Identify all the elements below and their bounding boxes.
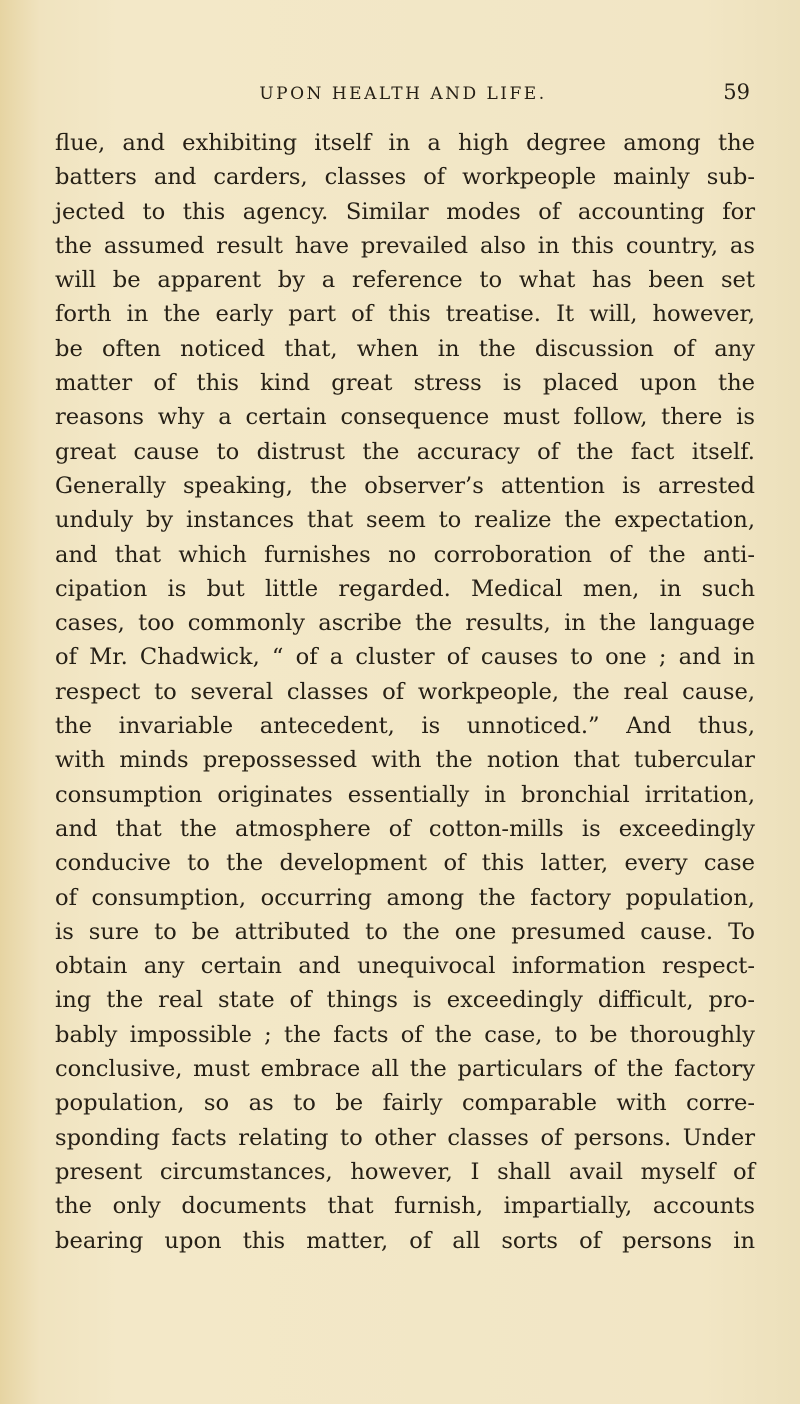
text-line: the invariable antecedent, is unnoticed.” And thus, — [55, 713, 755, 740]
text-line: forth in the early part of this treatise. It will, however, — [55, 301, 755, 328]
page-number: 59 — [723, 80, 750, 104]
text-line: flue, and exhibiting itself in a high degree among the — [55, 130, 755, 156]
text-line: the assumed result have prevailed also in this country, as — [55, 232, 755, 259]
text-line: be often noticed that, when in the discussion of any — [55, 335, 755, 362]
text-line: respect to several classes of workpeople, the real cause, — [55, 678, 755, 705]
text-line: matter of this kind great stress is placed upon the — [55, 370, 755, 397]
text-line: ing the real state of things is exceedingly difficult, pro- — [55, 987, 755, 1014]
text-line: of consumption, occurring among the factory population, — [55, 884, 755, 911]
text-line: of Mr. Chadwick, “ of a cluster of causes to one ; and in — [55, 644, 755, 671]
page-header — [56, 80, 750, 114]
text-line: cipation is but little regarded. Medical men, in such — [55, 575, 755, 602]
text-line: the only documents that furnish, impartially, accounts — [55, 1193, 755, 1220]
text-line: obtain any certain and unequivocal information respect- — [55, 953, 755, 980]
text-line: and that the atmosphere of cotton-mills is exceedingly — [55, 815, 755, 842]
text-line: cases, too commonly ascribe the results, in the language — [55, 610, 755, 637]
text-line: unduly by instances that seem to realize the expectation, — [55, 507, 755, 534]
text-line: Generally speaking, the observer’s attention is arrested — [55, 472, 755, 499]
text-line: sponding facts relating to other classes of persons. Under — [55, 1124, 755, 1151]
text-line: is sure to be attributed to the one presumed cause. To — [55, 918, 755, 945]
text-line: population, so as to be fairly comparable with corre- — [55, 1090, 755, 1117]
text-line: and that which furnishes no corroboration of the anti- — [55, 541, 755, 568]
running-head: UPON HEALTH AND LIFE. — [259, 84, 547, 104]
text-line: jected to this agency. Similar modes of accounting for — [55, 198, 755, 225]
text-line: great cause to distrust the accuracy of the fact itself. — [55, 438, 755, 465]
text-line: reasons why a certain consequence must follow, there is — [55, 404, 755, 431]
text-line: conclusive, must embrace all the particulars of the factory — [55, 1056, 755, 1083]
text-line: conducive to the development of this latter, every case — [55, 850, 755, 877]
text-line: batters and carders, classes of workpeople mainly sub- — [55, 164, 755, 191]
text-line: bably impossible ; the facts of the case, to be thoroughly — [55, 1021, 755, 1048]
text-line: consumption originates essentially in bronchial irritation, — [55, 781, 755, 808]
body-text — [55, 126, 755, 1258]
text-line: will be apparent by a reference to what has been set — [55, 267, 755, 294]
text-line: with minds prepossessed with the notion that tubercular — [55, 747, 755, 774]
text-line: present circumstances, however, I shall avail myself of — [55, 1158, 755, 1185]
text-line: bearing upon this matter, of all sorts of persons in — [55, 1227, 755, 1254]
